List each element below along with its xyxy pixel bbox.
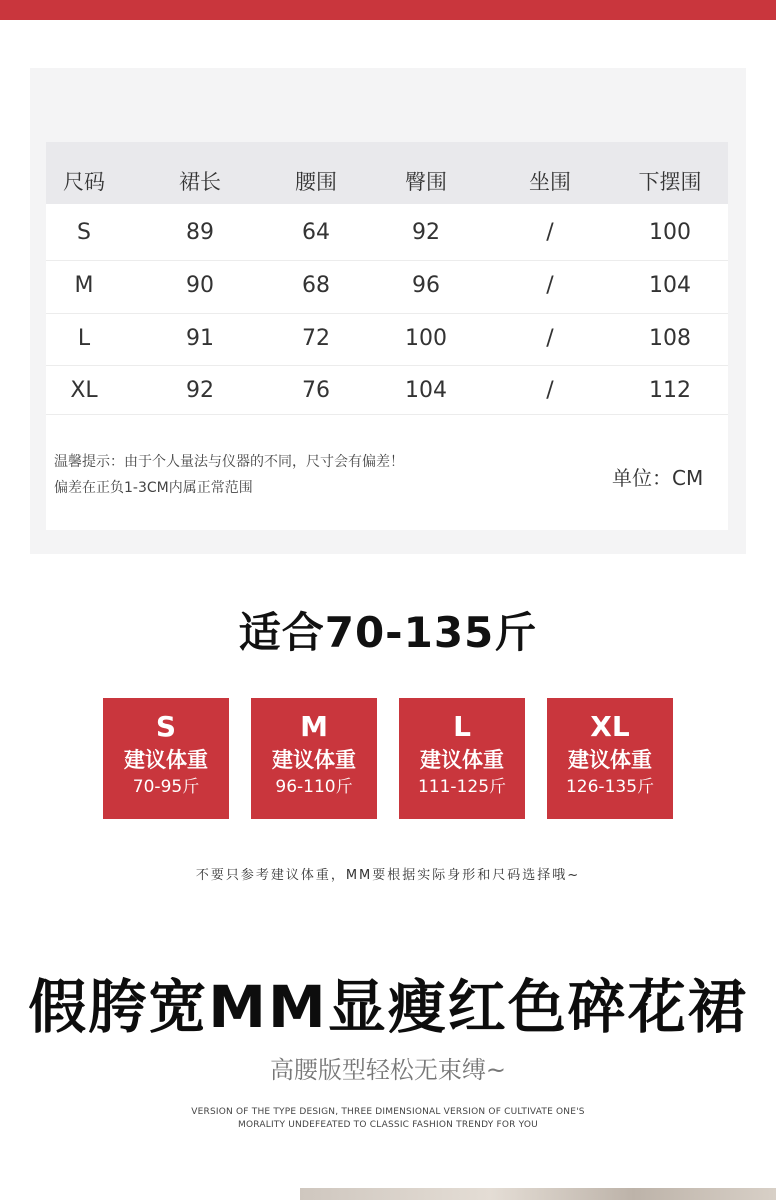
size-box-label: 建议体重 (124, 748, 208, 772)
header-hip: 臀围 (405, 170, 447, 194)
size-box-l (399, 698, 525, 819)
size-box-label: 建议体重 (568, 748, 652, 772)
table-cell-hem: 108 (649, 326, 691, 351)
header-waist: 腰围 (295, 170, 337, 194)
row-divider (46, 414, 728, 415)
table-cell-size: S (77, 220, 91, 245)
table-cell-length: 92 (186, 378, 214, 403)
size-box-s (103, 698, 229, 819)
weight-range-title: 适合70-135斤 (238, 608, 538, 657)
table-cell-length: 90 (186, 273, 214, 298)
table-cell-waist: 72 (302, 326, 330, 351)
product-photo-edge (300, 1188, 776, 1200)
table-cell-size: L (77, 326, 91, 351)
table-cell-hem: 100 (649, 220, 691, 245)
size-box-weight: 126-135斤 (565, 777, 655, 797)
size-box-size: L (453, 710, 471, 743)
table-cell-seat: / (546, 220, 554, 245)
english-tagline-2: MORALITY UNDEFEATED TO CLASSIC FASHION TRENDY FOR YOU (238, 1120, 538, 1130)
english-tagline-1: VERSION OF THE TYPE DESIGN, THREE DIMENSIONAL VERSION OF CULTIVATE ONE'S (191, 1107, 585, 1117)
table-cell-hip: 104 (405, 378, 447, 403)
table-cell-length: 89 (186, 220, 214, 245)
size-box-size: S (155, 710, 177, 743)
size-box-m (251, 698, 377, 819)
size-advice-note: 不要只参考建议体重，MM要根据实际身形和尺码选择哦~ (195, 868, 581, 883)
table-cell-seat: / (546, 273, 554, 298)
size-box-xl (547, 698, 673, 819)
header-hem: 下摆围 (638, 170, 702, 194)
product-title: 假胯宽MM显瘦红色碎花裙 (28, 973, 748, 1041)
size-box-size: XL (590, 710, 630, 743)
row-divider (46, 260, 728, 261)
table-cell-waist: 76 (302, 378, 330, 403)
header-skirt-length: 裙长 (179, 170, 221, 194)
size-box-weight: 96-110斤 (275, 777, 353, 797)
table-cell-hip: 96 (412, 273, 440, 298)
tolerance-note: 偏差在正负1-3CM内属正常范围 (54, 480, 253, 496)
measurement-tip: 温馨提示：由于个人量法与仪器的不同，尺寸会有偏差！ (54, 454, 404, 470)
size-box-weight: 111-125斤 (417, 777, 507, 797)
size-box-label: 建议体重 (272, 748, 356, 772)
table-cell-hip: 92 (412, 220, 440, 245)
product-subtitle: 高腰版型轻松无束缚~ (269, 1056, 507, 1084)
table-cell-size: XL (70, 378, 98, 403)
size-box-size: M (300, 710, 328, 743)
table-cell-hip: 100 (405, 326, 447, 351)
size-box-label: 建议体重 (420, 748, 504, 772)
table-cell-waist: 68 (302, 273, 330, 298)
top-accent-bar (0, 0, 776, 20)
table-cell-seat: / (546, 326, 554, 351)
table-cell-waist: 64 (302, 220, 330, 245)
size-box-weight: 70-95斤 (132, 777, 200, 797)
table-cell-hem: 104 (649, 273, 691, 298)
header-size: 尺码 (63, 170, 105, 194)
table-cell-size: M (74, 273, 94, 298)
table-cell-seat: / (546, 378, 554, 403)
unit-label: 单位：CM (612, 466, 704, 490)
table-cell-hem: 112 (649, 378, 691, 403)
row-divider (46, 313, 728, 314)
table-cell-length: 91 (186, 326, 214, 351)
row-divider (46, 365, 728, 366)
header-seat: 坐围 (529, 170, 571, 194)
